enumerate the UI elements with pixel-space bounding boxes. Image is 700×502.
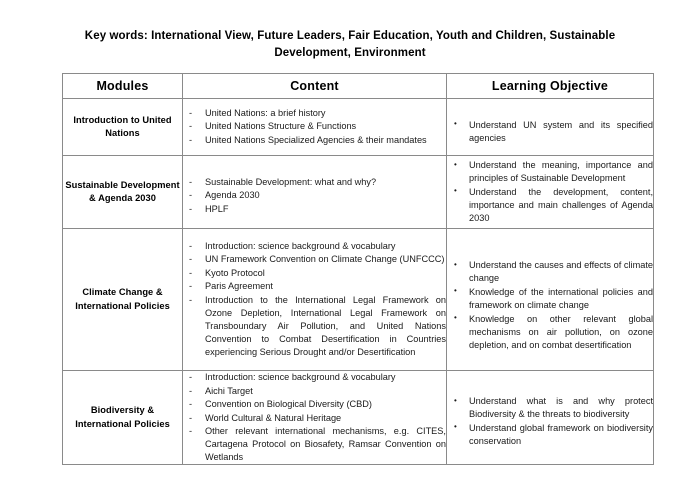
list-item: - Introduction to the International Legal Framework on Ozone Depletion, International Legal Framework on Transboundary Air Pollution, and United Nations Convention to Combat Desertification in Countries experiencing Serious Drought and/or Desertification — [183, 294, 446, 359]
column-header-modules: Modules — [63, 74, 183, 99]
table-row — [63, 156, 654, 229]
column-header-content: Content — [183, 74, 447, 99]
list-item: - HPLF — [183, 203, 446, 216]
list-item: • Understand UN system and its specified agencies — [447, 119, 653, 145]
objective-list — [447, 395, 653, 448]
list-item: • Understand what is and why protect Biodiversity & the threats to biodiversity — [447, 395, 653, 421]
module-name-cell: Introduction to United Nations — [63, 99, 183, 156]
module-name-cell: Climate Change & International Policies — [63, 229, 183, 371]
content-list — [183, 240, 446, 360]
learning-objective-cell — [447, 371, 654, 465]
module-name-cell: Biodiversity & International Policies — [63, 371, 183, 465]
content-cell — [183, 156, 447, 229]
list-item: • Understand global framework on biodiversity conservation — [447, 422, 653, 448]
content-cell — [183, 99, 447, 156]
table-row — [63, 371, 654, 465]
list-item: - Other relevant international mechanisms, e.g. CITES, Cartagena Protocol on Biosafety, Ramsar Convention on Wetlands — [183, 425, 446, 464]
list-item: - UN Framework Convention on Climate Change (UNFCCC) — [183, 253, 446, 266]
list-item: - United Nations Specialized Agencies & their mandates — [183, 134, 446, 147]
list-item: - World Cultural & Natural Heritage — [183, 412, 446, 425]
list-item: - Kyoto Protocol — [183, 267, 446, 280]
list-item: • Understand the meaning, importance and principles of Sustainable Development — [447, 159, 653, 185]
list-item: • Understand the causes and effects of climate change — [447, 259, 653, 285]
curriculum-table — [62, 73, 654, 465]
content-list — [183, 107, 446, 147]
list-item: - Paris Agreement — [183, 280, 446, 293]
list-item: • Knowledge of the international policies and framework on climate change — [447, 286, 653, 312]
list-item: - Introduction: science background & vocabulary — [183, 371, 446, 384]
learning-objective-cell — [447, 229, 654, 371]
table-row — [63, 229, 654, 371]
list-item: - Agenda 2030 — [183, 189, 446, 202]
content-list — [183, 371, 446, 464]
list-item: - Introduction: science background & vocabulary — [183, 240, 446, 253]
table-body — [63, 99, 654, 465]
learning-objective-cell — [447, 156, 654, 229]
keywords-heading: Key words: International View, Future Leaders, Fair Education, Youth and Children, Sustainable Development, Environment — [84, 30, 616, 59]
list-item: • Understand the development, content, importance and main challenges of Agenda 2030 — [447, 186, 653, 225]
module-name-cell: Sustainable Development & Agenda 2030 — [63, 156, 183, 229]
list-item: - Sustainable Development: what and why? — [183, 176, 446, 189]
content-cell — [183, 229, 447, 371]
list-item: • Knowledge on other relevant global mechanisms on air pollution, on ozone depletion, and on combat desertification — [447, 313, 653, 352]
table-header — [63, 74, 654, 99]
table-row — [63, 99, 654, 156]
content-cell — [183, 371, 447, 465]
content-list — [183, 176, 446, 216]
list-item: - United Nations: a brief history — [183, 107, 446, 120]
list-item: - United Nations Structure & Functions — [183, 120, 446, 133]
list-item: - Aichi Target — [183, 385, 446, 398]
list-item: - Convention on Biological Diversity (CBD) — [183, 398, 446, 411]
learning-objective-cell — [447, 99, 654, 156]
objective-list — [447, 159, 653, 225]
table-header-row — [63, 74, 654, 99]
objective-list — [447, 259, 653, 351]
column-header-learning-objective: Learning Objective — [447, 74, 654, 99]
objective-list — [447, 119, 653, 145]
